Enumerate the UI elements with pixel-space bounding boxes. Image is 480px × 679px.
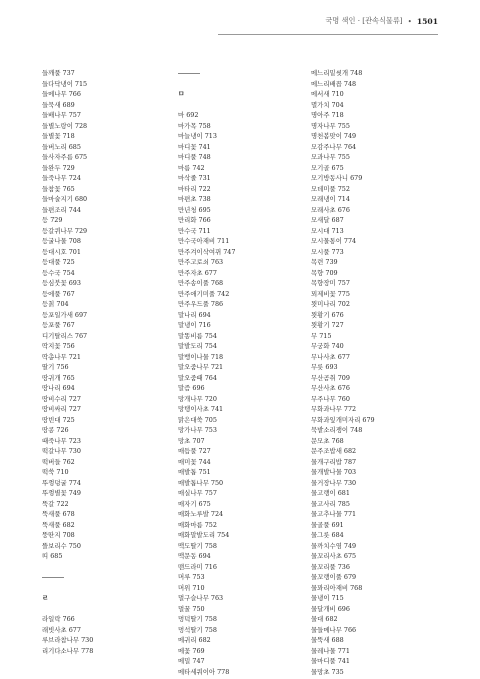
- index-entry: 디기탈리스 767: [42, 331, 88, 340]
- index-entry: 매화노루발 724: [178, 510, 224, 518]
- index-entry: 매발톱 751: [178, 468, 211, 476]
- index-entry: 묵밭소리쟁이 748: [311, 426, 363, 434]
- index-entry: 물대 682: [311, 615, 338, 623]
- index-entry: 들배나무 757: [42, 111, 81, 119]
- index-entry: 들사자주름 675: [42, 153, 88, 161]
- index-entry: 띠 685: [42, 552, 63, 560]
- index-entry: 멀꿀 750: [178, 604, 205, 613]
- index-entry: 모새달 687: [311, 216, 344, 224]
- index-column-2: [178, 68, 302, 677]
- index-entry: 물달개비 696: [311, 604, 350, 613]
- index-entry: 묏황기 676: [311, 310, 344, 319]
- index-entry: 등 729: [42, 216, 63, 224]
- index-entry: 딱지꽃 756: [42, 342, 75, 350]
- section-divider: [178, 68, 302, 79]
- index-entry: 무궁화 740: [311, 342, 344, 350]
- index-entry: 등칡 704: [42, 300, 69, 308]
- index-entry: 메느리밑씻개 748: [311, 69, 363, 77]
- index-entry: 만주송이풀 768: [178, 279, 224, 287]
- index-entry: 들깨풀 737: [42, 69, 75, 77]
- index-entry: 만수국 711: [178, 226, 211, 235]
- index-entry: 마가목 758: [178, 121, 211, 130]
- index-entry: 매듭풀 727: [178, 447, 211, 455]
- index-entry: 명아주 718: [311, 111, 344, 119]
- index-entry: 들편조리 744: [42, 205, 81, 214]
- index-entry: 물레나물 771: [311, 646, 350, 655]
- index-entry: 머루 753: [178, 573, 205, 581]
- index-entry: 멍석딸기 758: [178, 625, 217, 634]
- index-entry: 메느리배꼽 748: [311, 79, 357, 88]
- index-entry: 만주우드풀 786: [178, 300, 224, 308]
- index-entry: 물그릇 684: [311, 531, 344, 539]
- index-entry: 들별꽃 718: [42, 132, 75, 140]
- index-entry: 맥도딸기 758: [178, 541, 217, 550]
- index-entry: 말즘 696: [178, 384, 205, 392]
- index-column-1: [42, 68, 162, 656]
- index-entry: 무화과잎개미자리 679: [311, 415, 375, 424]
- index-entry: 말똥비름 754: [178, 331, 217, 340]
- index-entry: 무산곰취 709: [311, 373, 350, 382]
- index-entry: 만리화 766: [178, 216, 211, 224]
- index-entry: 머위 710: [178, 583, 205, 592]
- spacer: [178, 79, 302, 90]
- spacer: [178, 100, 302, 111]
- index-entry: 마삭줄 731: [178, 174, 211, 182]
- index-entry: 때죽나무 723: [42, 436, 81, 445]
- index-entry: 망탱이사초 741: [178, 405, 224, 413]
- index-entry: 말나리 694: [178, 310, 211, 319]
- index-entry: 매미꽃 744: [178, 457, 211, 466]
- index-entry: 말오줌때 764: [178, 373, 217, 382]
- index-entry: 매발톱나무 750: [178, 478, 224, 487]
- index-entry: 무화과나무 772: [311, 405, 357, 413]
- index-entry: 망가나무 753: [178, 426, 217, 434]
- running-header: [325, 16, 438, 26]
- index-entry: 마늘냉이 713: [178, 132, 217, 140]
- index-entry: 마편초 738: [178, 195, 211, 203]
- index-entry: 망초 707: [178, 436, 205, 445]
- index-entry: 리기다소나무 778: [42, 646, 94, 655]
- index-entry: 들별노랑이 728: [42, 121, 88, 130]
- index-entry: 등심붓꽃 693: [42, 279, 81, 287]
- index-entry: 물꽈리아재비 768: [311, 583, 363, 592]
- section-heading-rieul: ㄹ: [42, 594, 49, 602]
- index-entry: 무나사초 677: [311, 352, 350, 361]
- index-entry: 딱총나무 721: [42, 352, 81, 361]
- index-entry: 루브라참나무 730: [42, 636, 94, 644]
- index-entry: 물마디풀 741: [311, 657, 350, 665]
- index-entry: 물고추나물 771: [311, 510, 357, 518]
- index-entry: 등대시호 701: [42, 247, 81, 256]
- index-entry: 물꼬랭이풀 679: [311, 573, 357, 581]
- index-entry: 모시물통이 774: [311, 237, 357, 245]
- index-entry: 땅콩 726: [42, 426, 69, 434]
- index-entry: 무산사초 676: [311, 384, 350, 392]
- index-entry: 묏황기 727: [311, 321, 344, 329]
- spacer: [42, 583, 162, 594]
- index-entry: 뚝갈 722: [42, 499, 69, 508]
- index-entry: 명자나무 755: [311, 121, 350, 130]
- index-entry: 멍덕딸기 758: [178, 615, 217, 623]
- index-entry: 뚜껑별꽃 749: [42, 489, 81, 497]
- index-entry: 등갈퀴나무 729: [42, 226, 88, 235]
- index-entry: 말발도리 754: [178, 342, 217, 350]
- index-entry: 말뱅이나물 718: [178, 352, 224, 361]
- index-entry: 말오줌나무 721: [178, 363, 224, 371]
- index-entry: 말냉이 716: [178, 321, 211, 329]
- index-entry: 등에풀 767: [42, 289, 75, 298]
- index-entry: 모기골 675: [311, 163, 344, 172]
- entries-group-rieul: [42, 614, 162, 656]
- index-entry: 모데미풀 752: [311, 184, 350, 193]
- index-entry: 등포일가새 697: [42, 310, 88, 319]
- bullet-separator: •: [407, 16, 412, 26]
- index-entry: 뚝새풀 682: [42, 520, 75, 529]
- index-entry: 물개발나물 703: [311, 468, 357, 476]
- index-entry: 문모초 768: [311, 436, 344, 445]
- index-entry: 맥문동 694: [178, 552, 211, 560]
- index-entry: 등포풀 767: [42, 321, 75, 329]
- index-entry: 등굴나물 708: [42, 237, 81, 245]
- index-entry: 떡쑥 710: [42, 468, 69, 476]
- header-rule: [218, 34, 438, 35]
- index-entry: 모시풀 773: [311, 247, 344, 256]
- index-entry: 뜰보리수 750: [42, 541, 81, 550]
- index-entry: 매실나무 757: [178, 489, 217, 497]
- index-entry: 모과나무 755: [311, 153, 350, 161]
- index-entry: 물고사리 785: [311, 499, 350, 508]
- spacer: [42, 562, 162, 573]
- running-header-title: 국명 색인 · [관속식물류]: [325, 16, 403, 25]
- index-entry: 모래사초 676: [311, 205, 350, 214]
- index-entry: 떡갈나무 730: [42, 447, 81, 455]
- index-entry: 메밀 747: [178, 657, 205, 665]
- index-entry: 모래냉이 714: [311, 195, 350, 203]
- index-column-3: [311, 68, 441, 677]
- index-entry: 땅귀개 765: [42, 373, 75, 382]
- index-entry: 만수국아재비 711: [178, 237, 230, 245]
- index-entry: 들버노리 685: [42, 142, 81, 151]
- entries-group-mieum-cont: [311, 68, 441, 677]
- index-entry: 물망초 735: [311, 667, 344, 676]
- index-entry: 래빗사초 677: [42, 625, 81, 634]
- spacer: [42, 604, 162, 615]
- index-entry: 뫼제비꽃 775: [311, 289, 350, 298]
- index-entry: 마 692: [178, 111, 199, 119]
- index-entry: 마디꽃 741: [178, 142, 211, 151]
- index-entry: 물냉이 715: [311, 594, 344, 602]
- index-entry: 멸가치 704: [311, 100, 344, 109]
- index-entry: 메서새 710: [311, 90, 344, 98]
- index-entry: 물꼬리사초 675: [311, 552, 357, 560]
- index-entry: 마디풀 748: [178, 153, 211, 161]
- index-entry: 들완두 729: [42, 163, 75, 172]
- index-entry: 떡버들 762: [42, 457, 75, 466]
- index-entry: 모기방동사니 679: [311, 174, 363, 182]
- index-entry: 만주고로쇠 763: [178, 258, 224, 266]
- index-entry: 물개구리밥 787: [311, 457, 357, 466]
- index-entry: 메귀리 682: [178, 636, 211, 644]
- index-entry: 매화말발도리 754: [178, 531, 230, 539]
- index-entry: 물고랭이 681: [311, 489, 350, 497]
- index-entry: 땅비싸리 727: [42, 405, 81, 413]
- index-entry: 망개나무 720: [178, 394, 217, 403]
- index-entry: 들참꽃 765: [42, 184, 75, 193]
- index-entry: 뚝새풀 678: [42, 510, 75, 518]
- index-entry: 무 715: [311, 331, 332, 340]
- index-entry: 물들메나무 766: [311, 625, 357, 634]
- index-entry: 매자기 675: [178, 499, 211, 508]
- index-entry: 무릇 693: [311, 363, 338, 371]
- index-entry: 등수국 754: [42, 268, 75, 277]
- index-entry: 물까치수염 749: [311, 541, 357, 550]
- entries-group-deul-ddi: [42, 68, 162, 562]
- index-entry: 들죽나무 724: [42, 174, 81, 182]
- index-entry: 땅나리 694: [42, 384, 75, 392]
- index-entry: 들묵새 689: [42, 100, 75, 109]
- index-entry: 문주조밥새 682: [311, 447, 357, 455]
- index-entry: 만주애기미풀 742: [178, 289, 230, 298]
- index-entry: 물거장나무 730: [311, 478, 357, 487]
- section-heading-mieum: ㅁ: [178, 90, 185, 98]
- index-entry: 뚱딴지 708: [42, 531, 75, 539]
- index-entry: 땅비수리 727: [42, 394, 81, 403]
- index-entry: 땅빈대 725: [42, 415, 75, 424]
- index-entry: 명천봄맞이 749: [311, 132, 357, 140]
- index-entry: 물골풀 691: [311, 520, 344, 529]
- index-entry: 뚜껑덩굴 774: [42, 478, 81, 487]
- index-entry: 맨드라미 716: [178, 562, 217, 571]
- index-entry: 매화마름 752: [178, 520, 217, 529]
- index-entry: 묏미나리 702: [311, 300, 350, 308]
- index-entry: 딸기 756: [42, 363, 69, 371]
- index-entry: 마름 742: [178, 163, 205, 172]
- index-entry: 등대풀 725: [42, 258, 75, 266]
- index-entry: 만주겨이삭여뀌 747: [178, 247, 236, 256]
- index-entry: 모시대 713: [311, 226, 344, 235]
- index-entry: 메타세쿼이아 778: [178, 667, 230, 676]
- index-entry: 목련 739: [311, 258, 338, 266]
- entries-group-mieum: [178, 110, 302, 677]
- index-entry: 들다닥냉이 715: [42, 79, 88, 88]
- index-entry: 라일락 766: [42, 615, 75, 623]
- index-entry: 물뚝새 688: [311, 636, 344, 644]
- index-entry: 물꼬리풀 736: [311, 562, 350, 571]
- index-entry: 메꽃 769: [178, 646, 205, 655]
- index-entry: 들마술지기 680: [42, 195, 88, 203]
- index-entry: 목향장미 757: [311, 279, 350, 287]
- index-entry: 무주나무 760: [311, 394, 350, 403]
- index-entry: 멀구슬나무 763: [178, 594, 224, 602]
- index-entry: 만주자초 677: [178, 268, 217, 277]
- section-divider: [42, 572, 162, 583]
- index-entry: 들메나무 766: [42, 90, 81, 98]
- index-entry: 모감주나무 764: [311, 142, 357, 151]
- index-entry: 만년청 695: [178, 205, 211, 214]
- page-number: 1501: [416, 16, 438, 26]
- index-entry: 마타리 722: [178, 184, 211, 193]
- index-entry: 목향 709: [311, 268, 338, 277]
- index-entry: 맑은대쑥 705: [178, 415, 217, 424]
